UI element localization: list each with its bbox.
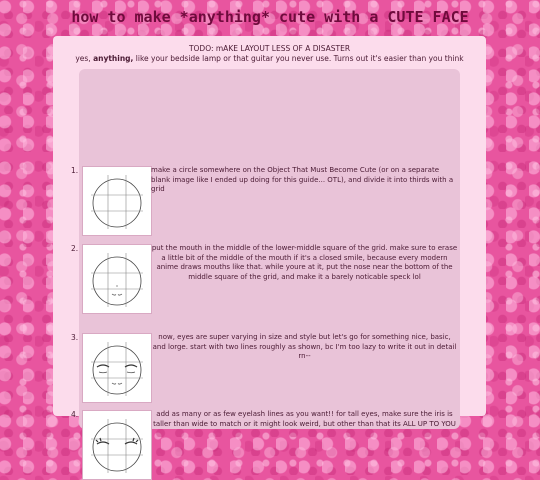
intro-text: [53, 54, 486, 63]
grid-circle-icon: [82, 166, 152, 236]
grid-circle-eyes-icon: [82, 333, 152, 403]
step-text: now, eyes are super varying in size and style but let's go for something nice, basic, and lorge. start with two lines roughly as shown, bc I'm too lazy to write it out in detail rn--: [152, 333, 457, 360]
step-number: 3.: [71, 333, 79, 342]
grid-circle-mouth-icon: [82, 244, 152, 314]
step-number: 4.: [71, 410, 79, 419]
step-number: 2.: [71, 244, 79, 253]
step-text: add as many or as few eyelash lines as you want!! for tall eyes, make sure the iris is taller than wide to match or it might look weird, but other than that its ALL UP TO YOU: [153, 410, 456, 428]
step-text: make a circle somewhere on the Object That Must Become Cute (or on a separate blank image like I ended up doing for this guide... OTL), and divide it into thirds with a grid: [151, 166, 454, 193]
intro-after: like your bedside lamp or that guitar you never use. Turns out it's easier than you think: [133, 54, 464, 63]
page-title: how to make *anything* cute with a CUTE FACE: [71, 8, 469, 26]
content-container: [53, 36, 486, 428]
intro-before: yes,: [75, 54, 94, 63]
grid-circle-lashes-icon: [82, 410, 152, 480]
intro-bold: anything,: [93, 54, 134, 63]
step-number: 1.: [71, 166, 79, 175]
steps-panel: [71, 69, 460, 429]
step-text: put the mouth in the middle of the lower-middle square of the grid. make sure to erase a little bit of the middle of the mouth if it's a closed smile, because every modern anime draws mouths like that. while youre at it, put the nose near the bottom of the middle square of the grid, and make it a barely noticable speck lol: [151, 244, 458, 281]
todo-note: TODO: mAKE LAYOUT LESS OF A DISASTER: [188, 44, 351, 53]
